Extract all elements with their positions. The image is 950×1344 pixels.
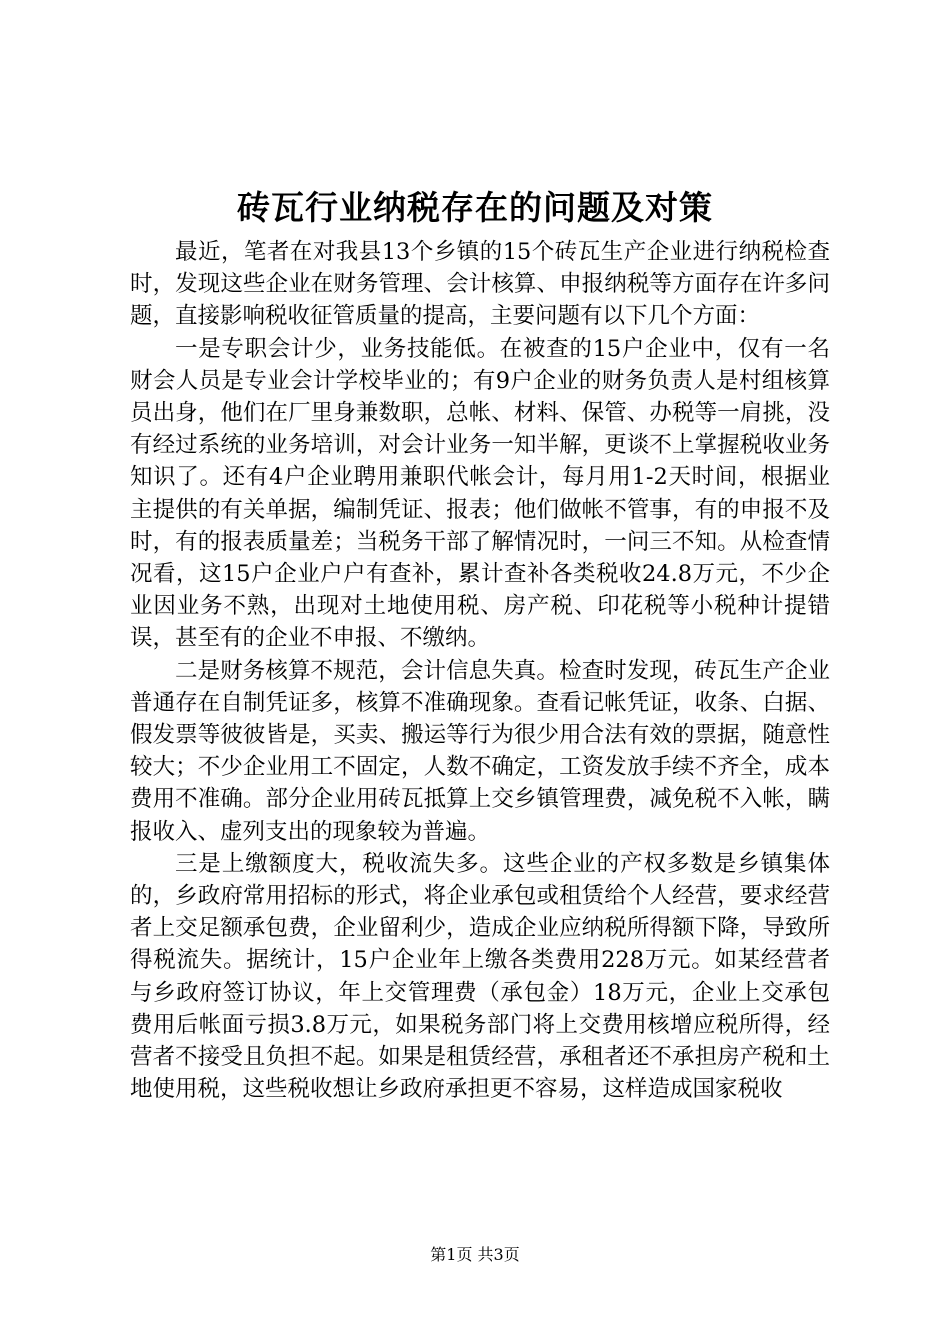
paragraph-point-3: 三是上缴额度大，税收流失多。这些企业的产权多数是乡镇集体的，乡政府常用招标的形式，将企业承包或租赁给个人经营，要求经营者上交足额承包费，企业留利少，造成企业应纳税所得额下降，导致所得税流失。据统计，15户企业年上缴各类费用228万元。如某经营者与乡政府签订协议，年上交管理费（承包金）18万元，企业上交承包费用后帐面亏损3.8万元，如果税务部门将上交费用核增应税所得，经营者不接受且负担不起。如果是租赁经营，承租者还不承担房产税和土地使用税，这些税收想让乡政府承担更不容易，这样造成国家税收 — [130, 850, 830, 1103]
paragraph-point-1: 一是专职会计少，业务技能低。在被查的15户企业中，仅有一名财会人员是专业会计学校毕业的；有9户企业的财务负责人是村组核算员出身，他们在厂里身兼数职，总帐、材料、保管、办税等一肩挑，没有经过系统的业务培训，对会计业务一知半解，更谈不上掌握税收业务知识了。还有4户企业聘用兼职代帐会计，每月用1-2天时间，根据业主提供的有关单据，编制凭证、报表；他们做帐不管事，有的申报不及时，有的报表质量差；当税务干部了解情况时，一问三不知。从检查情况看，这15户企业户户有查补，累计查补各类税收24.8万元，不少企业因业务不熟，出现对土地使用税、房产税、印花税等小税种计提错误，甚至有的企业不申报、不缴纳。 — [130, 335, 830, 652]
paragraph-point-2: 二是财务核算不规范，会计信息失真。检查时发现，砖瓦生产企业普通存在自制凭证多，核算不准确现象。查看记帐凭证，收条、白据、假发票等彼彼皆是，买卖、搬运等行为很少用合法有效的票据，随意性较大；不少企业用工不固定，人数不确定，工资发放手续不齐全，成本费用不准确。部分企业用砖瓦抵算上交乡镇管理费，减免税不入帐，瞒报收入、虚列支出的现象较为普遍。 — [130, 657, 830, 845]
paragraph-intro: 最近，笔者在对我县13个乡镇的15个砖瓦生产企业进行纳税检查时，发现这些企业在财务管理、会计核算、申报纳税等方面存在许多问题，直接影响税收征管质量的提高，主要问题有以下几个方面： — [130, 239, 830, 330]
document-body — [130, 236, 830, 1105]
page-number-footer: 第1页 共3页 — [430, 1245, 520, 1264]
document-title: 砖瓦行业纳税存在的问题及对策 — [237, 188, 713, 227]
